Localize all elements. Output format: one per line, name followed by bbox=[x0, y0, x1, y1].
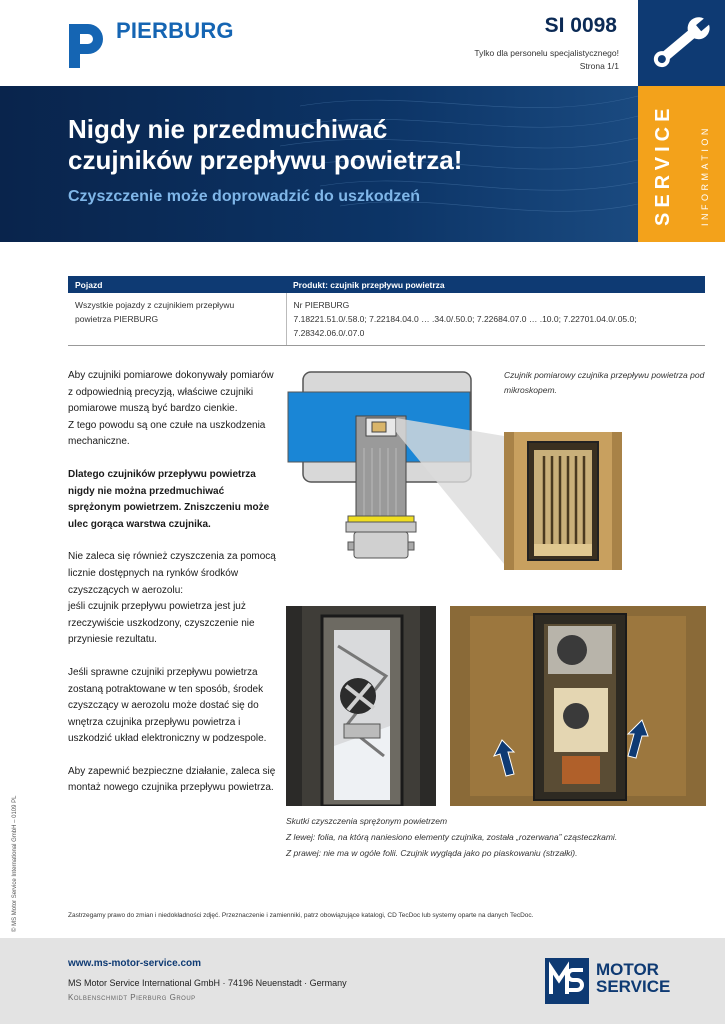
damaged-foil-photo bbox=[286, 606, 436, 806]
motor-service-wordmark: MOTOR SERVICE bbox=[596, 960, 671, 996]
paragraph: Jeśli sprawne czujniki przepływu powietrza zostaną potraktowane w ten sposób, środek czyszczący w aerozolu może dostać się do wnętrza czujnika przepływu powietrza i uszkodzić układ elektroniczny w podzespole. bbox=[68, 666, 267, 745]
paragraph-warning: Dlatego czujników przepływu powietrza nigdy nie można przedmuchiwać sprężonym powietrzem. Zniszczeniu może ulec gorąca warstwa czujnika. bbox=[68, 468, 270, 530]
information-label: INFORMATION bbox=[700, 125, 710, 226]
page-subtitle: Czyszczenie może doprowadzić do uszkodzeń bbox=[68, 188, 421, 205]
page-title: Nigdy nie przedmuchiwać czujników przepływu powietrza! bbox=[68, 114, 463, 175]
ms-logo-mark bbox=[545, 958, 589, 1004]
paragraph: Nie zaleca się również czyszczenia za pomocą licznie dostępnych na rynków środków czyszczących w aerozolu: jeśli czujnik przepływu powietrza jest już rzeczywiście uszkodzony, czyszczenie nie przyniesie rezultatu. bbox=[68, 551, 276, 646]
company-group: Kolbenschmidt Pierburg Group bbox=[68, 993, 196, 1002]
microscope-caption: Czujnik pomiarowy czujnika przepływu powietrza pod mikroskopem. bbox=[504, 370, 705, 395]
table-header-row bbox=[68, 276, 705, 293]
effects-caption: Skutki czyszczenia sprężonym powietrzem Z lewej: folia, na którą naniesiono elementy czujnika, została „rozerwana” cząsteczkami. Z prawej: nie ma w ogóle folii. Czujnik wygląda jako po piaskowaniu (strzałki). bbox=[286, 816, 618, 858]
tool-box bbox=[638, 0, 725, 86]
paragraph: Aby zapewnić bezpieczne działanie, zaleca się montaż nowego czujnika przepływu powietrza. bbox=[68, 765, 276, 794]
brand-name: PIERBURG bbox=[116, 18, 234, 43]
sandblasted-sensor-photo bbox=[450, 606, 706, 806]
body-text bbox=[68, 368, 278, 813]
paragraph: Aby czujniki pomiarowe dokonywały pomiarów z odpowiednią precyzją, właściwe czujniki pomiarowe muszą być bardzo cienkie. Z tego powodu są one czułe na uszkodzenia mechaniczne. bbox=[68, 370, 274, 448]
header-note: Tylko dla personelu specjalistycznego! Strona 1/1 bbox=[474, 48, 619, 71]
ms-logo-icon bbox=[545, 958, 589, 1004]
sensor-diagram-image bbox=[286, 366, 506, 564]
column-header-product: Produkt: czujnik przepływu powietrza bbox=[286, 276, 705, 293]
website-link[interactable]: www.ms-motor-service.com bbox=[68, 958, 202, 969]
copyright-side-note: © MS Motor Service International GmbH – 0109 PL bbox=[12, 795, 18, 932]
vehicle-product-table bbox=[68, 276, 705, 346]
column-header-vehicle: Pojazd bbox=[68, 276, 286, 293]
si-code: SI 0098 bbox=[544, 14, 617, 37]
microscope-photo bbox=[504, 432, 622, 570]
product-cell: Nr PIERBURG 7.18221.51.0/.58.0; 7.22184.04.0 … .34.0/.50.0; 7.22684.07.0 … .10.0; 7.22701.04.0/.05.0; 7.28342.06.0/.07.0 bbox=[286, 293, 705, 346]
wrench-icon bbox=[638, 0, 725, 86]
vehicle-cell: Wszystkie pojazdy z czujnikiem przepływu powietrza PIERBURG bbox=[68, 293, 286, 346]
footnote: Zastrzegamy prawo do zmian i niedokładności zdjęć. Przeznaczenie i zamienniki, patrz obowiązujące katalogi, CD TecDoc lub systemy oparte na danych TecDoc. bbox=[68, 912, 534, 919]
company-address: MS Motor Service International GmbH · 74196 Neuenstadt · Germany bbox=[68, 978, 347, 988]
table-row bbox=[68, 293, 705, 346]
service-label: SERVICE bbox=[652, 103, 674, 226]
